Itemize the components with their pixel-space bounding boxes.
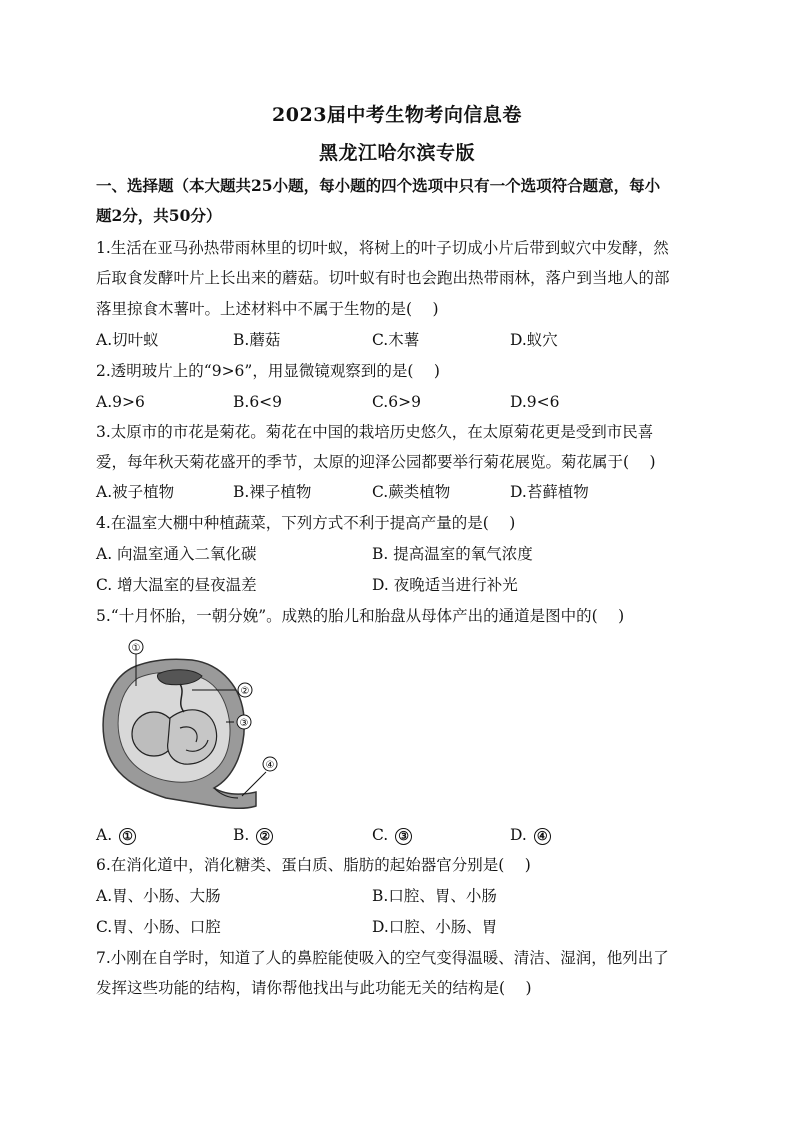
q1-option-d[interactable]: D.蚁穴 (510, 331, 558, 349)
q3-option-b[interactable]: B.裸子植物 (233, 483, 312, 501)
q1-option-a[interactable]: A.切叶蚁 (96, 331, 159, 349)
q2-option-d[interactable]: D.9<6 (510, 393, 560, 411)
q5-option-a-letter: A. (96, 826, 113, 844)
question-6-line-1: 6.在消化道中，消化糖类、蛋白质、脂肪的起始器官分别是( ) (96, 856, 531, 874)
exam-subtitle: 黑龙江哈尔滨专版 (318, 142, 475, 164)
q5-option-c-mark: ③ (395, 828, 412, 845)
figure-label-1: ① (131, 643, 141, 654)
uterus-fetus-diagram (96, 638, 286, 818)
q4-option-b[interactable]: B. 提高温室的氧气浓度 (372, 545, 533, 563)
q5-option-a-mark: ① (119, 828, 136, 845)
q5-option-d-mark: ④ (534, 828, 551, 845)
q1-option-b[interactable]: B.蘑菇 (233, 331, 281, 349)
question-7-line-2: 发挥这些功能的结构，请你帮他找出与此功能无关的结构是( ) (96, 979, 532, 997)
q6-option-b[interactable]: B.口腔、胃、小肠 (372, 887, 497, 905)
q1-option-c[interactable]: C.木薯 (372, 331, 420, 349)
q4-option-a[interactable]: A. 向温室通入二氧化碳 (96, 545, 257, 563)
exam-title: 2023届中考生物考向信息卷 (272, 104, 522, 126)
q6-option-a[interactable]: A.胃、小肠、大肠 (96, 887, 221, 905)
uterus-fetus-illustration (96, 638, 286, 818)
q5-option-b-mark: ② (256, 828, 273, 845)
question-1-line-3: 落里掠食木薯叶。上述材料中不属于生物的是( ) (96, 300, 439, 318)
q5-option-a[interactable] (96, 825, 136, 845)
question-7-line-1: 7.小刚在自学时，知道了人的鼻腔能使吸入的空气变得温暖、清洁、湿润，他列出了 (96, 949, 669, 967)
figure-label-4: ④ (265, 760, 275, 771)
q2-option-c[interactable]: C.6>9 (372, 393, 421, 411)
question-3-line-1: 3.太原市的市花是菊花。菊花在中国的栽培历史悠久，在太原菊花更是受到市民喜 (96, 423, 654, 441)
question-2-line-1: 2.透明玻片上的“9>6”，用显微镜观察到的是( ) (96, 362, 440, 380)
q5-option-c[interactable] (372, 825, 412, 845)
question-3-line-2: 爱，每年秋天菊花盛开的季节，太原的迎泽公园都要举行菊花展览。菊花属于( ) (96, 453, 656, 471)
q5-option-b-letter: B. (233, 826, 250, 844)
q6-option-d[interactable]: D.口腔、小肠、胃 (372, 918, 498, 936)
question-5-line-1: 5.“十月怀胎，一朝分娩”。成熟的胎儿和胎盘从母体产出的通道是图中的( ) (96, 607, 625, 625)
q5-option-d-letter: D. (510, 826, 527, 844)
figure-label-3: ③ (239, 718, 249, 729)
q3-option-a[interactable]: A.被子植物 (96, 483, 175, 501)
q5-option-b[interactable] (233, 825, 273, 845)
q4-option-c[interactable]: C. 增大温室的昼夜温差 (96, 576, 257, 594)
figure-label-2: ② (240, 686, 250, 697)
q5-option-c-letter: C. (372, 826, 389, 844)
q5-option-d[interactable] (510, 825, 551, 845)
q2-option-a[interactable]: A.9>6 (96, 393, 145, 411)
q3-option-c[interactable]: C.蕨类植物 (372, 483, 451, 501)
question-1-line-2: 后取食发酵叶片上长出来的蘑菇。切叶蚁有时也会跑出热带雨林，落户到当地人的部 (96, 269, 670, 287)
section-heading-cont: 题2分，共50分） (96, 206, 222, 225)
question-4-line-1: 4.在温室大棚中种植蔬菜，下列方式不利于提高产量的是( ) (96, 514, 516, 532)
section-heading: 一、选择题（本大题共25小题，每小题的四个选项中只有一个选项符合题意，每小 (96, 176, 661, 195)
q3-option-d[interactable]: D.苔藓植物 (510, 483, 589, 501)
q2-option-b[interactable]: B.6<9 (233, 393, 283, 411)
q4-option-d[interactable]: D. 夜晚适当进行补光 (372, 576, 518, 594)
question-1-line-1: 1.生活在亚马孙热带雨林里的切叶蚁，将树上的叶子切成小片后带到蚁穴中发酵，然 (96, 239, 669, 257)
q6-option-c[interactable]: C.胃、小肠、口腔 (96, 918, 221, 936)
